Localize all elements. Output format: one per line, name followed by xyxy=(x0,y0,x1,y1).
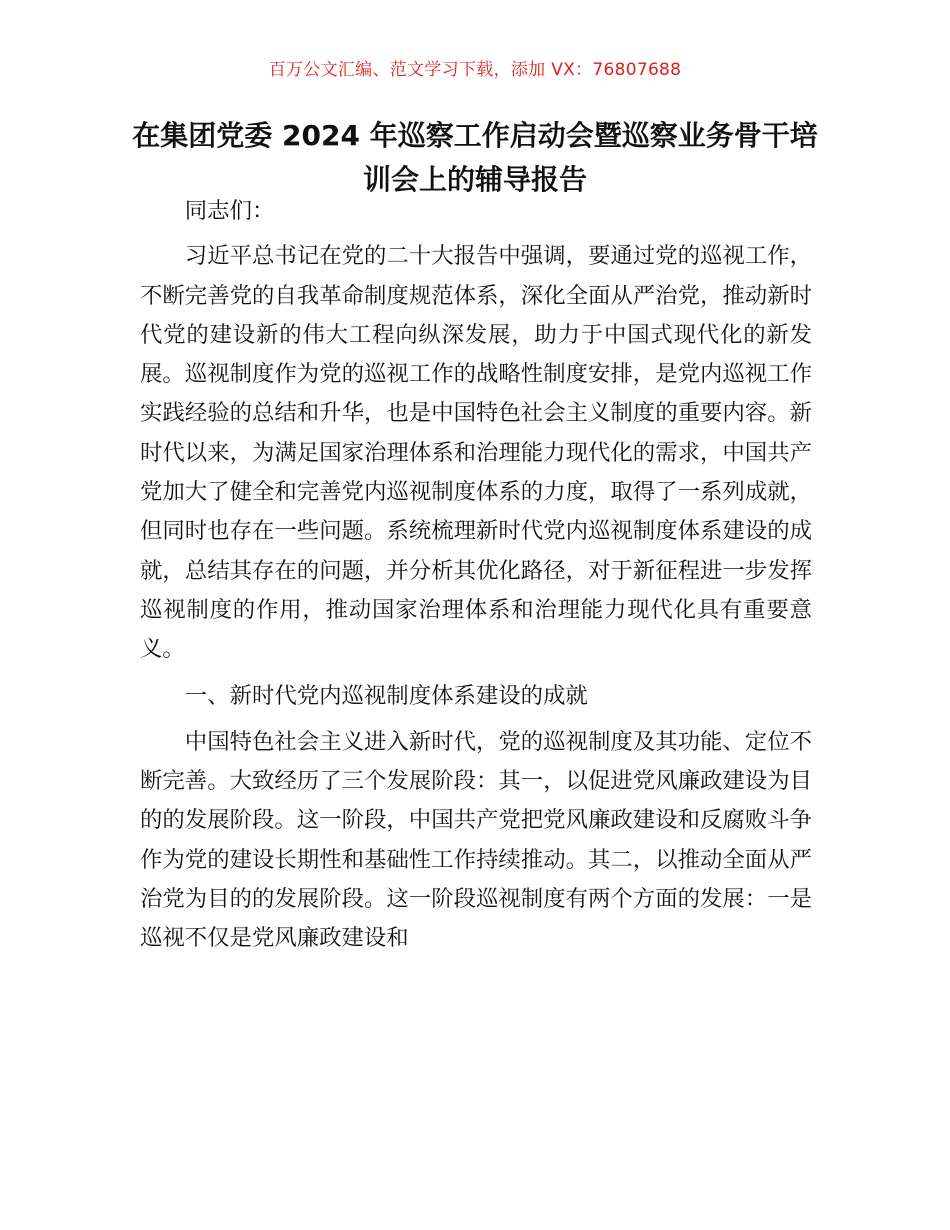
watermark-banner: 百万公文汇编、范文学习下载，添加 VX：76807688 xyxy=(268,60,682,80)
document-title: 在集团党委 2024 年巡察工作启动会暨巡察业务骨干培训会上的辅导报告 xyxy=(132,119,818,196)
paragraph-achievements: 中国特色社会主义进入新时代，党的巡视制度及其功能、定位不断完善。大致经历了三个发展阶段：其一，以促进党风廉政建设为目的的发展阶段。这一阶段，中国共产党把党风廉政建设和反腐败斗争作为党的建设长期性和基础性工作持续推动。其二，以推动全面从严治党为目的的发展阶段。这一阶段巡视制度有两个方面的发展：一是巡视不仅是党风廉政建设和 xyxy=(140,728,812,952)
salutation: 同志们： xyxy=(184,198,275,224)
section-heading: 一、新时代党内巡视制度体系建设的成就 xyxy=(184,682,588,709)
paragraph-intro: 习近平总书记在党的二十大报告中强调，要通过党的巡视工作，不断完善党的自我革命制度规范体系，深化全面从严治党，推动新时代党的建设新的伟大工程向纵深发展，助力于中国式现代化的新发展。巡视制度作为党的巡视工作的战略性制度安排，是党内巡视工作实践经验的总结和升华，也是中国特色社会主义制度的重要内容。新时代以来，为满足国家治理体系和治理能力现代化的需求，中国共产党加大了健全和完善党内巡视制度体系的力度，取得了一系列成就，但同时也存在一些问题。系统梳理新时代党内巡视制度体系建设的成就，总结其存在的问题，并分析其优化路径，对于新征程进一步发挥巡视制度的作用，推动国家治理体系和治理能力现代化具有重要意义。 xyxy=(140,243,812,663)
document-body xyxy=(140,192,812,966)
